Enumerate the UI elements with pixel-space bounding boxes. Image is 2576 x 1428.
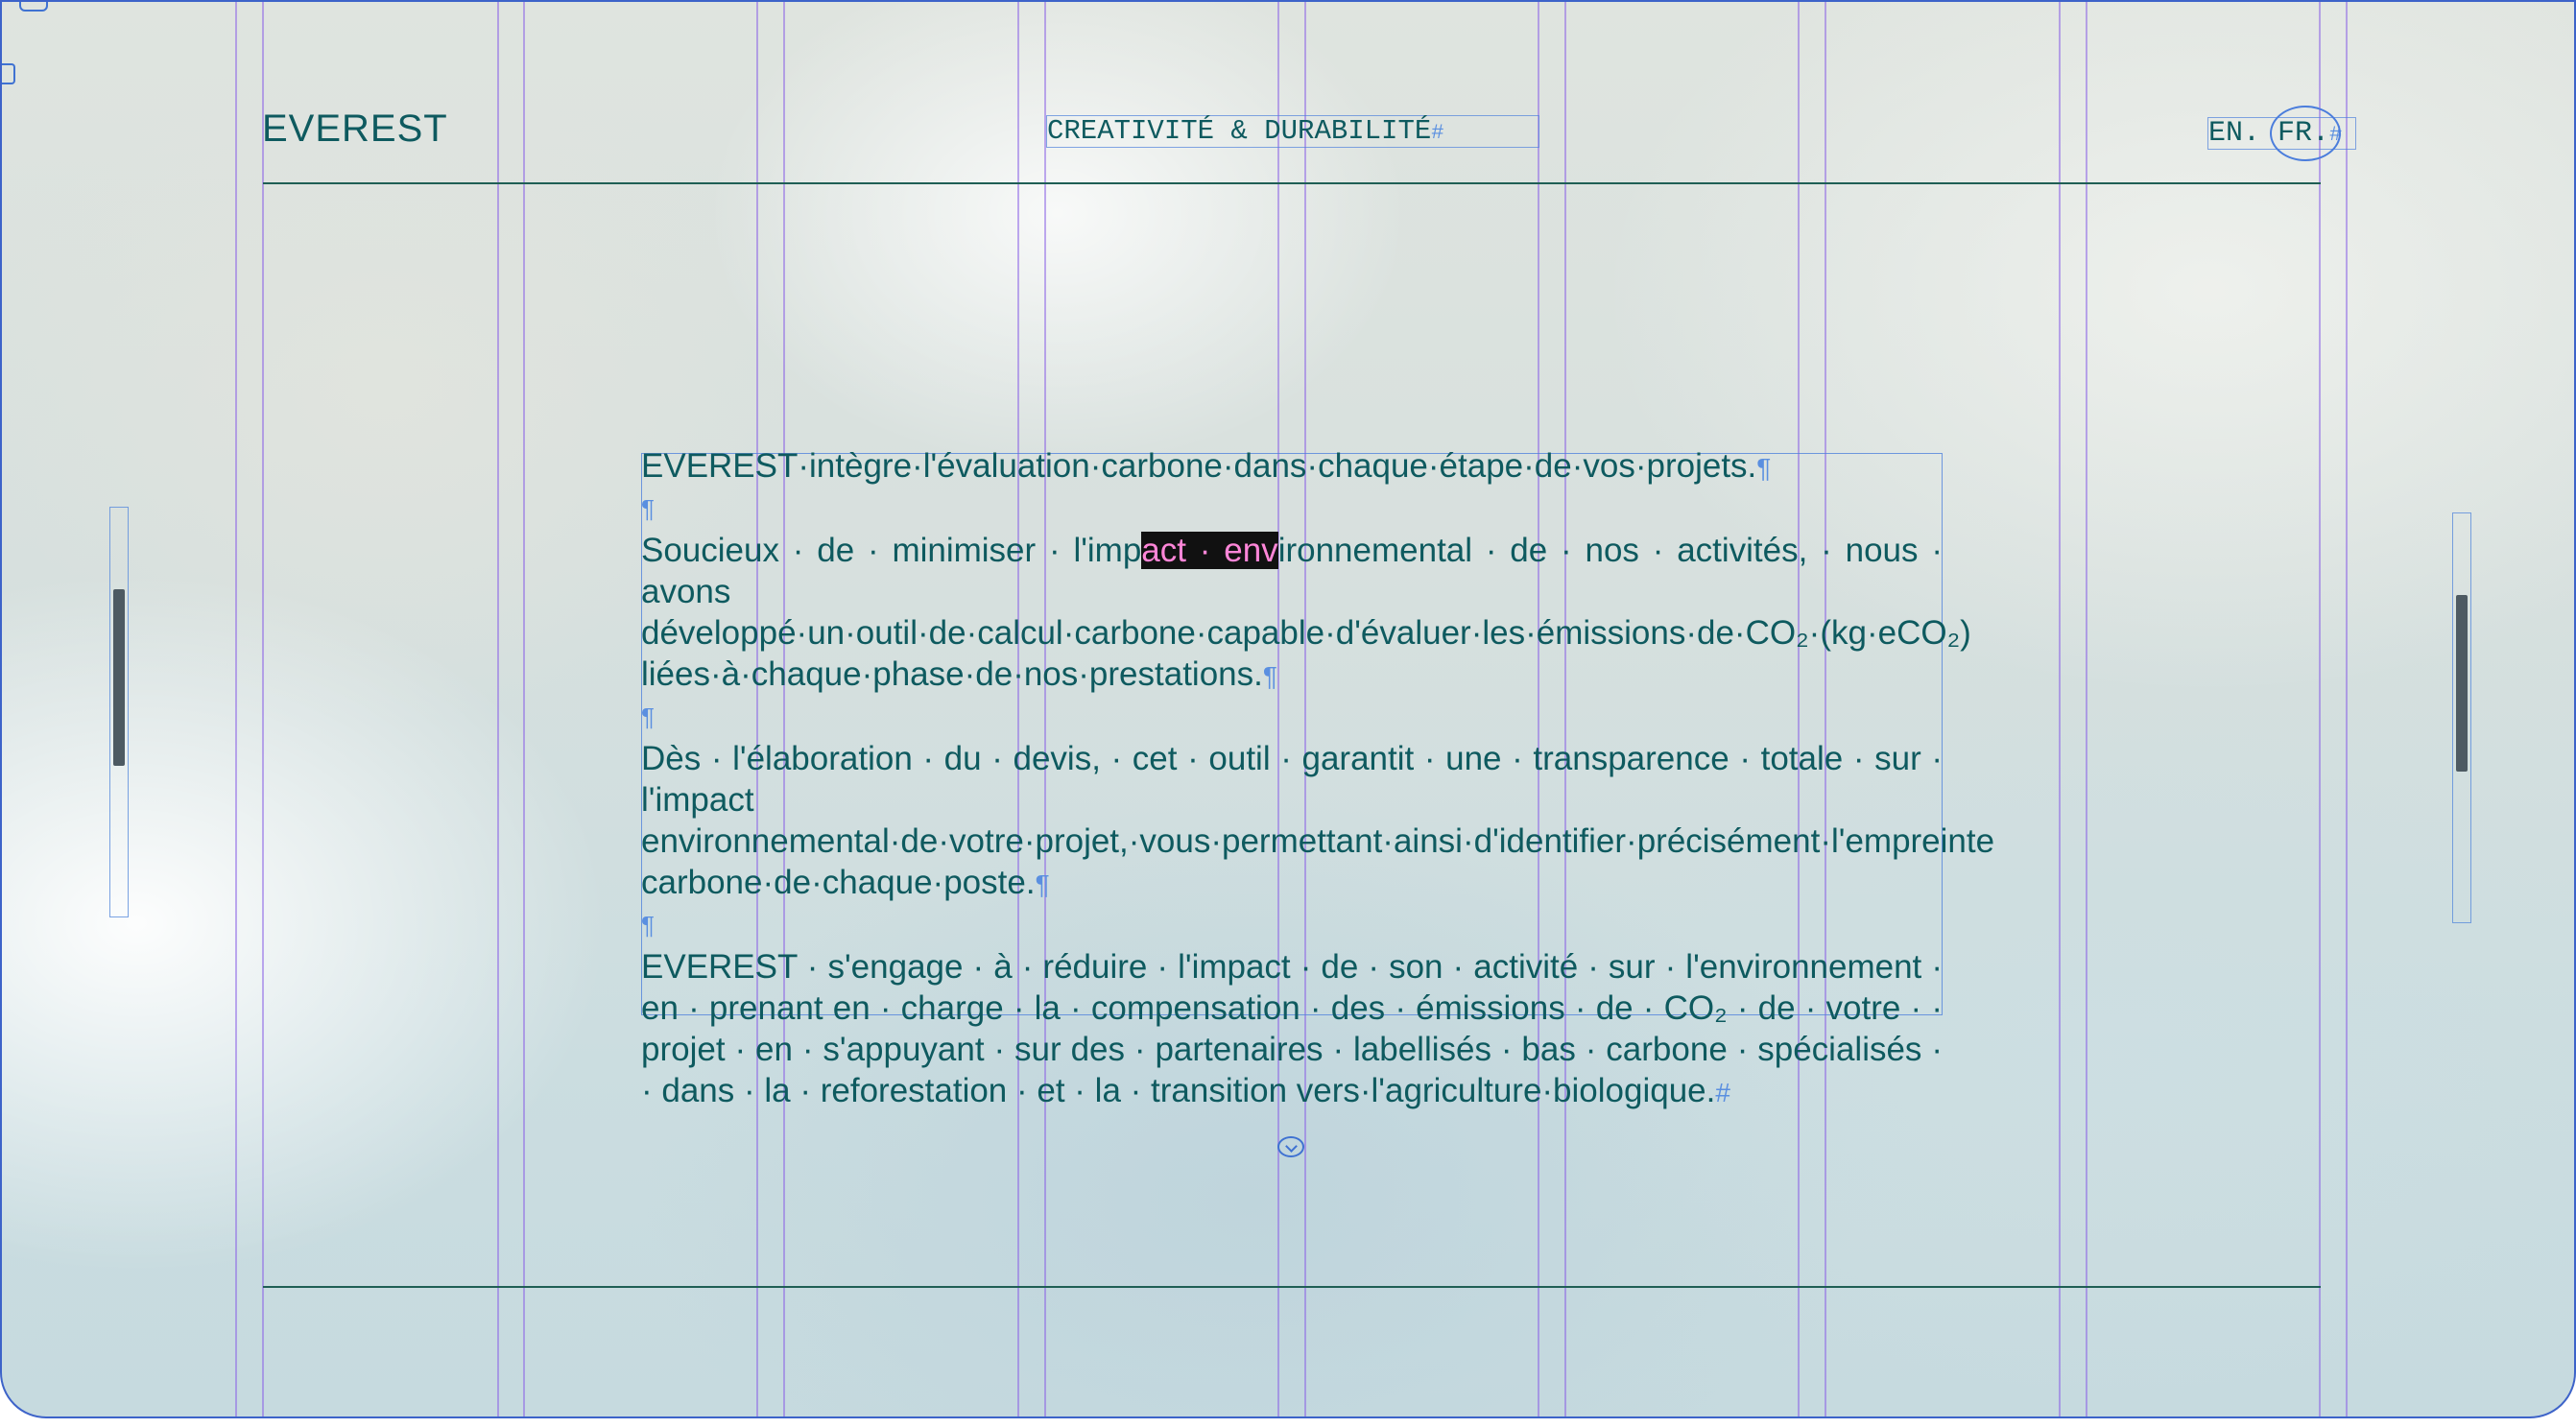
left-scrollbar[interactable] bbox=[109, 507, 129, 917]
logo[interactable]: EVEREST bbox=[262, 107, 448, 150]
end-of-story-mark: # bbox=[2329, 123, 2343, 147]
link-icon[interactable] bbox=[19, 0, 48, 12]
paragraph-3: EVEREST · s'engage · à · réduire · l'impact · de · son · activité · sur · l'environnement · en · prenant en · charge · la · compensation · des · émissions · de · CO₂ · de · votre · · projet · en · s'appuyant · sur des · partenaires · labellisés · bas · carbone · spécialisés · · dans · la · reforestation · et · la · transition vers·l'agriculture·biologique.# bbox=[641, 948, 1943, 1109]
end-of-story-mark: # bbox=[1431, 121, 1444, 145]
header-rule bbox=[263, 182, 2321, 184]
lang-en[interactable]: EN. bbox=[2208, 117, 2261, 150]
paragraph-2: Dès · l'élaboration · du · devis, · cet · outil · garantit · une · transparence · totale · sur · l'impact environnemental·de·votre·projet,·vous·permettant·ainsi·d'identifier·précisément·l'empreinte carbone·de·chaque·poste.¶ bbox=[641, 740, 1995, 901]
right-scrollbar[interactable] bbox=[2452, 512, 2471, 923]
empty-paragraph: ¶ bbox=[641, 702, 655, 731]
page-tab-icon[interactable] bbox=[2, 63, 15, 84]
column-guide bbox=[2059, 2, 2061, 1418]
footer-rule bbox=[263, 1286, 2321, 1288]
column-guide bbox=[2319, 2, 2321, 1418]
text-selection[interactable]: act · env bbox=[1141, 532, 1278, 569]
column-guide bbox=[2346, 2, 2348, 1418]
intro-paragraph: EVEREST·intègre·l'évaluation·carbone·dans·chaque·étape·de·vos·projets.¶ bbox=[641, 447, 1772, 485]
tagline-frame[interactable] bbox=[1046, 115, 1539, 148]
empty-paragraph: ¶ bbox=[641, 494, 655, 523]
column-guide bbox=[235, 2, 237, 1418]
body-text[interactable] bbox=[641, 445, 1995, 1113]
left-scroll-thumb[interactable] bbox=[113, 589, 125, 766]
right-scroll-thumb[interactable] bbox=[2456, 595, 2468, 772]
column-guide bbox=[262, 2, 264, 1418]
lang-fr[interactable]: FR. bbox=[2278, 117, 2330, 150]
tagline-text: CREATIVITÉ & DURABILITÉ bbox=[1047, 115, 1432, 147]
anchor-icon[interactable] bbox=[1277, 1136, 1304, 1157]
lang-fr-highlight bbox=[2270, 106, 2341, 161]
paragraph-1: Soucieux · de · minimiser · l'impact · environnemental · de · nos · activités, · nous · avons développé·un·outil·de·calcul·carbone·capable·d'évaluer·les·émissions·de·CO₂·(kg·eCO₂) liées·à·chaque·phase·de·nos·prestations.¶ bbox=[641, 532, 1971, 693]
column-guide bbox=[523, 2, 525, 1418]
column-guide bbox=[497, 2, 499, 1418]
column-guide bbox=[2086, 2, 2087, 1418]
empty-paragraph: ¶ bbox=[641, 911, 655, 940]
